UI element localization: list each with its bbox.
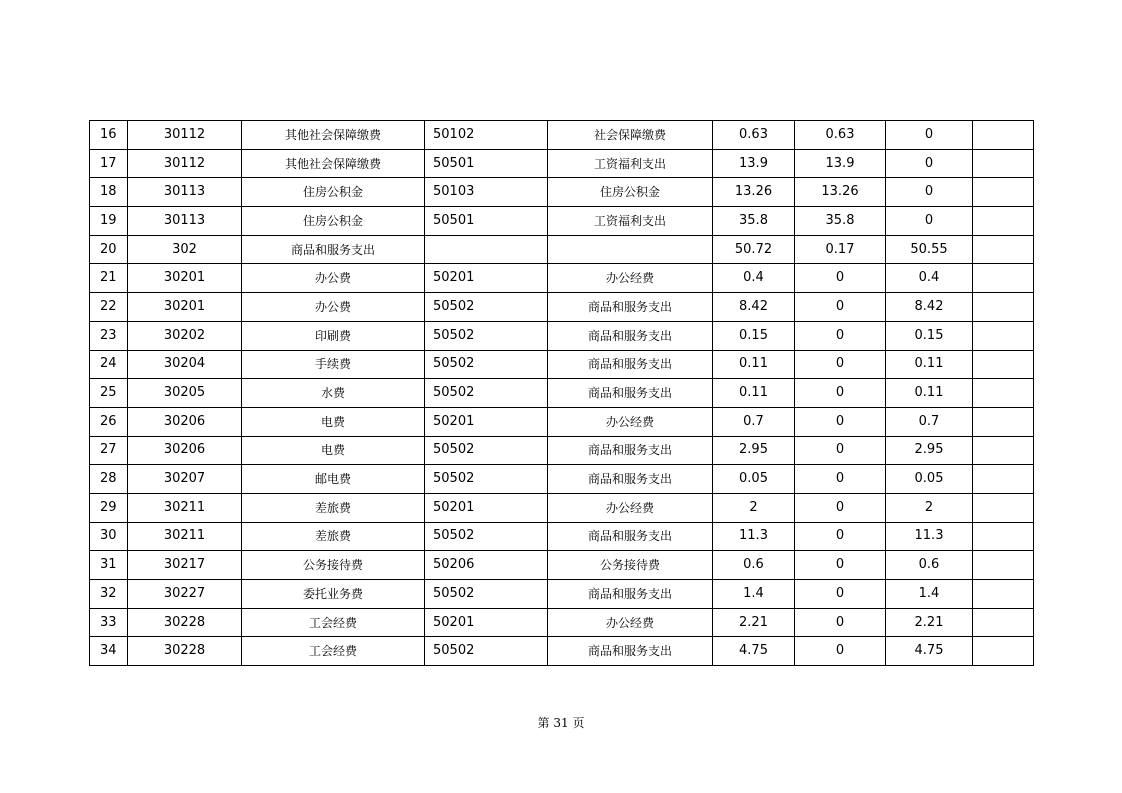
gov-code-cell: 50201 <box>425 264 548 293</box>
table-row <box>90 264 1034 293</box>
table-body <box>90 121 1034 666</box>
gov-name-cell: 工资福利支出 <box>548 149 713 178</box>
basic-amount-cell: 35.8 <box>795 207 886 236</box>
remark-cell <box>973 436 1034 465</box>
gov-name-cell: 办公经费 <box>548 264 713 293</box>
econ-name-cell: 办公费 <box>242 264 425 293</box>
gov-name-cell: 办公经费 <box>548 493 713 522</box>
row-index-cell: 18 <box>90 178 128 207</box>
econ-name-cell: 住房公积金 <box>242 178 425 207</box>
gov-code-cell: 50102 <box>425 121 548 150</box>
basic-amount-cell: 0 <box>795 407 886 436</box>
remark-cell <box>973 121 1034 150</box>
basic-amount-cell: 0 <box>795 264 886 293</box>
total-amount-cell: 4.75 <box>713 637 795 666</box>
gov-code-cell: 50206 <box>425 551 548 580</box>
project-amount-cell: 0.15 <box>886 321 973 350</box>
table-row <box>90 608 1034 637</box>
remark-cell <box>973 580 1034 609</box>
project-amount-cell: 0 <box>886 207 973 236</box>
table-row <box>90 293 1034 322</box>
total-amount-cell: 0.11 <box>713 379 795 408</box>
row-index-cell: 34 <box>90 637 128 666</box>
gov-name-cell: 商品和服务支出 <box>548 293 713 322</box>
gov-name-cell: 商品和服务支出 <box>548 379 713 408</box>
row-index-cell: 33 <box>90 608 128 637</box>
project-amount-cell: 0 <box>886 178 973 207</box>
econ-name-cell: 其他社会保障缴费 <box>242 149 425 178</box>
basic-amount-cell: 0 <box>795 580 886 609</box>
table-row <box>90 637 1034 666</box>
remark-cell <box>973 350 1034 379</box>
table-row <box>90 350 1034 379</box>
row-index-cell: 30 <box>90 522 128 551</box>
table-row <box>90 465 1034 494</box>
gov-name-cell: 住房公积金 <box>548 178 713 207</box>
econ-name-cell: 差旅费 <box>242 493 425 522</box>
total-amount-cell: 0.15 <box>713 321 795 350</box>
project-amount-cell: 2.21 <box>886 608 973 637</box>
econ-code-cell: 30205 <box>128 379 242 408</box>
gov-code-cell: 50501 <box>425 149 548 178</box>
total-amount-cell: 0.6 <box>713 551 795 580</box>
row-index-cell: 24 <box>90 350 128 379</box>
econ-name-cell: 电费 <box>242 436 425 465</box>
gov-name-cell: 商品和服务支出 <box>548 465 713 494</box>
basic-amount-cell: 0.63 <box>795 121 886 150</box>
total-amount-cell: 0.4 <box>713 264 795 293</box>
project-amount-cell: 0.11 <box>886 379 973 408</box>
row-index-cell: 21 <box>90 264 128 293</box>
remark-cell <box>973 264 1034 293</box>
gov-code-cell: 50201 <box>425 493 548 522</box>
econ-code-cell: 30228 <box>128 637 242 666</box>
project-amount-cell: 4.75 <box>886 637 973 666</box>
gov-code-cell: 50502 <box>425 465 548 494</box>
econ-code-cell: 30211 <box>128 522 242 551</box>
remark-cell <box>973 551 1034 580</box>
econ-code-cell: 30113 <box>128 207 242 236</box>
table-row <box>90 522 1034 551</box>
row-index-cell: 27 <box>90 436 128 465</box>
row-index-cell: 25 <box>90 379 128 408</box>
row-index-cell: 29 <box>90 493 128 522</box>
project-amount-cell: 0.11 <box>886 350 973 379</box>
remark-cell <box>973 178 1034 207</box>
table-row <box>90 178 1034 207</box>
total-amount-cell: 8.42 <box>713 293 795 322</box>
row-index-cell: 32 <box>90 580 128 609</box>
table-row <box>90 551 1034 580</box>
gov-code-cell: 50201 <box>425 608 548 637</box>
econ-name-cell: 工会经费 <box>242 608 425 637</box>
gov-code-cell: 50502 <box>425 436 548 465</box>
econ-name-cell: 手续费 <box>242 350 425 379</box>
total-amount-cell: 1.4 <box>713 580 795 609</box>
econ-name-cell: 办公费 <box>242 293 425 322</box>
remark-cell <box>973 608 1034 637</box>
gov-name-cell: 办公经费 <box>548 407 713 436</box>
total-amount-cell: 2.95 <box>713 436 795 465</box>
econ-code-cell: 30228 <box>128 608 242 637</box>
econ-code-cell: 30204 <box>128 350 242 379</box>
row-index-cell: 17 <box>90 149 128 178</box>
econ-code-cell: 30201 <box>128 293 242 322</box>
project-amount-cell: 2.95 <box>886 436 973 465</box>
total-amount-cell: 50.72 <box>713 235 795 264</box>
project-amount-cell: 8.42 <box>886 293 973 322</box>
econ-code-cell: 30207 <box>128 465 242 494</box>
econ-code-cell: 302 <box>128 235 242 264</box>
econ-name-cell: 差旅费 <box>242 522 425 551</box>
gov-code-cell: 50502 <box>425 580 548 609</box>
gov-name-cell: 工资福利支出 <box>548 207 713 236</box>
basic-amount-cell: 0 <box>795 551 886 580</box>
gov-name-cell <box>548 235 713 264</box>
table-row <box>90 580 1034 609</box>
row-index-cell: 26 <box>90 407 128 436</box>
gov-code-cell <box>425 235 548 264</box>
gov-code-cell: 50103 <box>425 178 548 207</box>
row-index-cell: 22 <box>90 293 128 322</box>
econ-name-cell: 水费 <box>242 379 425 408</box>
table-row <box>90 407 1034 436</box>
gov-name-cell: 商品和服务支出 <box>548 350 713 379</box>
row-index-cell: 16 <box>90 121 128 150</box>
econ-code-cell: 30217 <box>128 551 242 580</box>
project-amount-cell: 0.7 <box>886 407 973 436</box>
gov-code-cell: 50502 <box>425 321 548 350</box>
basic-amount-cell: 0 <box>795 637 886 666</box>
econ-name-cell: 委托业务费 <box>242 580 425 609</box>
table-row <box>90 149 1034 178</box>
table-row <box>90 436 1034 465</box>
remark-cell <box>973 637 1034 666</box>
econ-code-cell: 30206 <box>128 436 242 465</box>
project-amount-cell: 2 <box>886 493 973 522</box>
basic-amount-cell: 0 <box>795 293 886 322</box>
table-row <box>90 379 1034 408</box>
project-amount-cell: 0 <box>886 121 973 150</box>
econ-name-cell: 印刷费 <box>242 321 425 350</box>
econ-code-cell: 30211 <box>128 493 242 522</box>
total-amount-cell: 2 <box>713 493 795 522</box>
basic-amount-cell: 0 <box>795 608 886 637</box>
table-row <box>90 207 1034 236</box>
gov-name-cell: 社会保障缴费 <box>548 121 713 150</box>
project-amount-cell: 0.05 <box>886 465 973 494</box>
remark-cell <box>973 465 1034 494</box>
basic-amount-cell: 0 <box>795 321 886 350</box>
table-row <box>90 321 1034 350</box>
project-amount-cell: 50.55 <box>886 235 973 264</box>
basic-amount-cell: 13.9 <box>795 149 886 178</box>
total-amount-cell: 2.21 <box>713 608 795 637</box>
gov-name-cell: 商品和服务支出 <box>548 436 713 465</box>
econ-code-cell: 30201 <box>128 264 242 293</box>
econ-code-cell: 30206 <box>128 407 242 436</box>
gov-code-cell: 50502 <box>425 293 548 322</box>
remark-cell <box>973 522 1034 551</box>
table-row <box>90 493 1034 522</box>
remark-cell <box>973 235 1034 264</box>
basic-amount-cell: 0 <box>795 522 886 551</box>
project-amount-cell: 11.3 <box>886 522 973 551</box>
row-index-cell: 20 <box>90 235 128 264</box>
project-amount-cell: 0.4 <box>886 264 973 293</box>
total-amount-cell: 0.11 <box>713 350 795 379</box>
econ-code-cell: 30202 <box>128 321 242 350</box>
gov-code-cell: 50502 <box>425 637 548 666</box>
total-amount-cell: 11.3 <box>713 522 795 551</box>
gov-code-cell: 50502 <box>425 522 548 551</box>
page-number: 第 31 页 <box>537 716 585 730</box>
remark-cell <box>973 379 1034 408</box>
gov-code-cell: 50502 <box>425 379 548 408</box>
remark-cell <box>973 207 1034 236</box>
econ-name-cell: 公务接待费 <box>242 551 425 580</box>
total-amount-cell: 13.9 <box>713 149 795 178</box>
remark-cell <box>973 293 1034 322</box>
econ-code-cell: 30112 <box>128 121 242 150</box>
remark-cell <box>973 149 1034 178</box>
total-amount-cell: 0.7 <box>713 407 795 436</box>
row-index-cell: 28 <box>90 465 128 494</box>
econ-code-cell: 30113 <box>128 178 242 207</box>
gov-name-cell: 公务接待费 <box>548 551 713 580</box>
gov-code-cell: 50501 <box>425 207 548 236</box>
basic-amount-cell: 0 <box>795 350 886 379</box>
gov-code-cell: 50502 <box>425 350 548 379</box>
total-amount-cell: 13.26 <box>713 178 795 207</box>
row-index-cell: 19 <box>90 207 128 236</box>
budget-table <box>89 120 1034 666</box>
gov-name-cell: 办公经费 <box>548 608 713 637</box>
gov-name-cell: 商品和服务支出 <box>548 580 713 609</box>
row-index-cell: 23 <box>90 321 128 350</box>
basic-amount-cell: 13.26 <box>795 178 886 207</box>
row-index-cell: 31 <box>90 551 128 580</box>
econ-name-cell: 住房公积金 <box>242 207 425 236</box>
basic-amount-cell: 0 <box>795 465 886 494</box>
econ-name-cell: 电费 <box>242 407 425 436</box>
gov-name-cell: 商品和服务支出 <box>548 321 713 350</box>
gov-code-cell: 50201 <box>425 407 548 436</box>
gov-name-cell: 商品和服务支出 <box>548 637 713 666</box>
table-row <box>90 121 1034 150</box>
basic-amount-cell: 0 <box>795 379 886 408</box>
remark-cell <box>973 321 1034 350</box>
basic-amount-cell: 0.17 <box>795 235 886 264</box>
econ-code-cell: 30112 <box>128 149 242 178</box>
total-amount-cell: 0.05 <box>713 465 795 494</box>
project-amount-cell: 0 <box>886 149 973 178</box>
project-amount-cell: 1.4 <box>886 580 973 609</box>
table-row <box>90 235 1034 264</box>
basic-amount-cell: 0 <box>795 436 886 465</box>
remark-cell <box>973 493 1034 522</box>
econ-name-cell: 其他社会保障缴费 <box>242 121 425 150</box>
total-amount-cell: 35.8 <box>713 207 795 236</box>
total-amount-cell: 0.63 <box>713 121 795 150</box>
econ-name-cell: 工会经费 <box>242 637 425 666</box>
gov-name-cell: 商品和服务支出 <box>548 522 713 551</box>
econ-name-cell: 商品和服务支出 <box>242 235 425 264</box>
econ-code-cell: 30227 <box>128 580 242 609</box>
econ-name-cell: 邮电费 <box>242 465 425 494</box>
project-amount-cell: 0.6 <box>886 551 973 580</box>
basic-amount-cell: 0 <box>795 493 886 522</box>
remark-cell <box>973 407 1034 436</box>
